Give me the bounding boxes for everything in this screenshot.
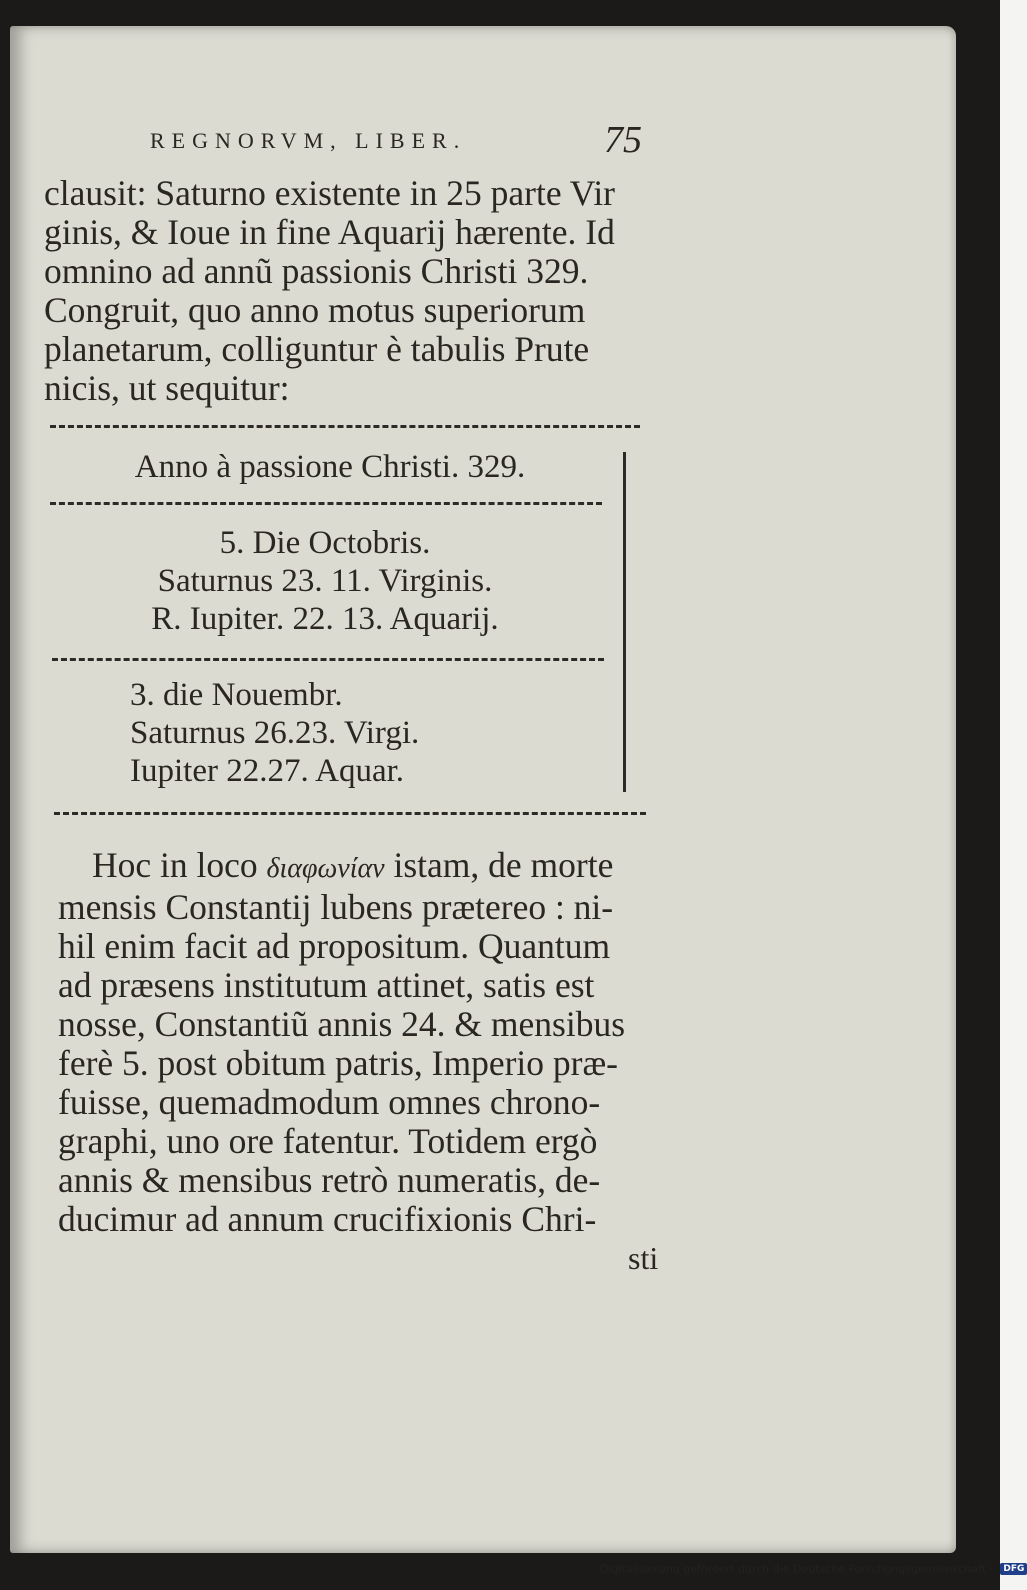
table-rule-2: [52, 658, 604, 661]
digitization-footer: [600, 1562, 1025, 1584]
table-line: R. Iupiter. 22. 13. Aquarij.: [151, 601, 499, 637]
table-top-rule: [50, 425, 640, 428]
footer-text: Digitalisierung gefördert durch die Deutsche Forschungsgemeinschaft ·: [600, 1562, 993, 1576]
table-block-november: [130, 676, 460, 790]
text-line: ginis, & Ioue in fine Aquarij hærente. Id: [44, 212, 615, 252]
table-right-rule: [623, 452, 626, 792]
table-line: 3. die Nouembr.: [130, 677, 343, 713]
text-line: fuisse, quemadmodum omnes chrono-: [58, 1082, 601, 1122]
text-line: planetarum, colliguntur è tabulis Prute: [44, 329, 590, 369]
text-line: ad præsens institutum attinet, satis est: [58, 965, 595, 1005]
paragraph-bottom: [58, 846, 625, 1239]
text-line: nicis, ut sequitur:: [44, 368, 290, 408]
table-block-october: [90, 524, 560, 638]
page-number: 75: [604, 119, 642, 161]
text-line: ferè 5. post obitum patris, Imperio præ-: [58, 1043, 618, 1083]
text-line: Congruit, quo anno motus superiorum: [44, 290, 586, 330]
text-line: mensis Constantij lubens prætereo : ni-: [58, 887, 614, 927]
text-line: nosse, Constantiũ annis 24. & mensibus: [58, 1004, 626, 1044]
catchword: sti: [628, 1240, 659, 1276]
text-line: omnino ad annũ passionis Christi 329.: [44, 251, 589, 291]
text-segment: Hoc in loco: [92, 845, 267, 885]
running-head: REGNORVM, LIBER.: [150, 128, 467, 153]
table-bottom-rule: [54, 812, 646, 815]
table-line: Saturnus 23. 11. Virginis.: [157, 563, 493, 599]
text-line: graphi, uno ore fatentur. Totidem ergò: [58, 1121, 598, 1161]
greek-word: διαφωνίαν: [266, 853, 385, 884]
table-line: Saturnus 26.23. Virgi.: [130, 715, 420, 751]
text-segment: istam, de morte: [384, 845, 614, 885]
dfg-logo: DFG: [1000, 1563, 1027, 1575]
text-line: ducimur ad annum crucifixionis Chri-: [58, 1199, 597, 1239]
table-line: Iupiter 22.27. Aquar.: [130, 753, 405, 789]
table-line: 5. Die Octobris.: [219, 525, 431, 561]
table-heading: Anno à passione Christi. 329.: [134, 449, 526, 485]
text-line: annis & mensibus retrò numeratis, de-: [58, 1160, 601, 1200]
text-line: clausit: Saturno existente in 25 parte Vir: [44, 173, 615, 213]
text-line: [58, 846, 625, 888]
table-rule-1: [50, 502, 602, 505]
text-line: hil enim facit ad propositum. Quantum: [58, 926, 611, 966]
paragraph-top: [44, 174, 615, 408]
